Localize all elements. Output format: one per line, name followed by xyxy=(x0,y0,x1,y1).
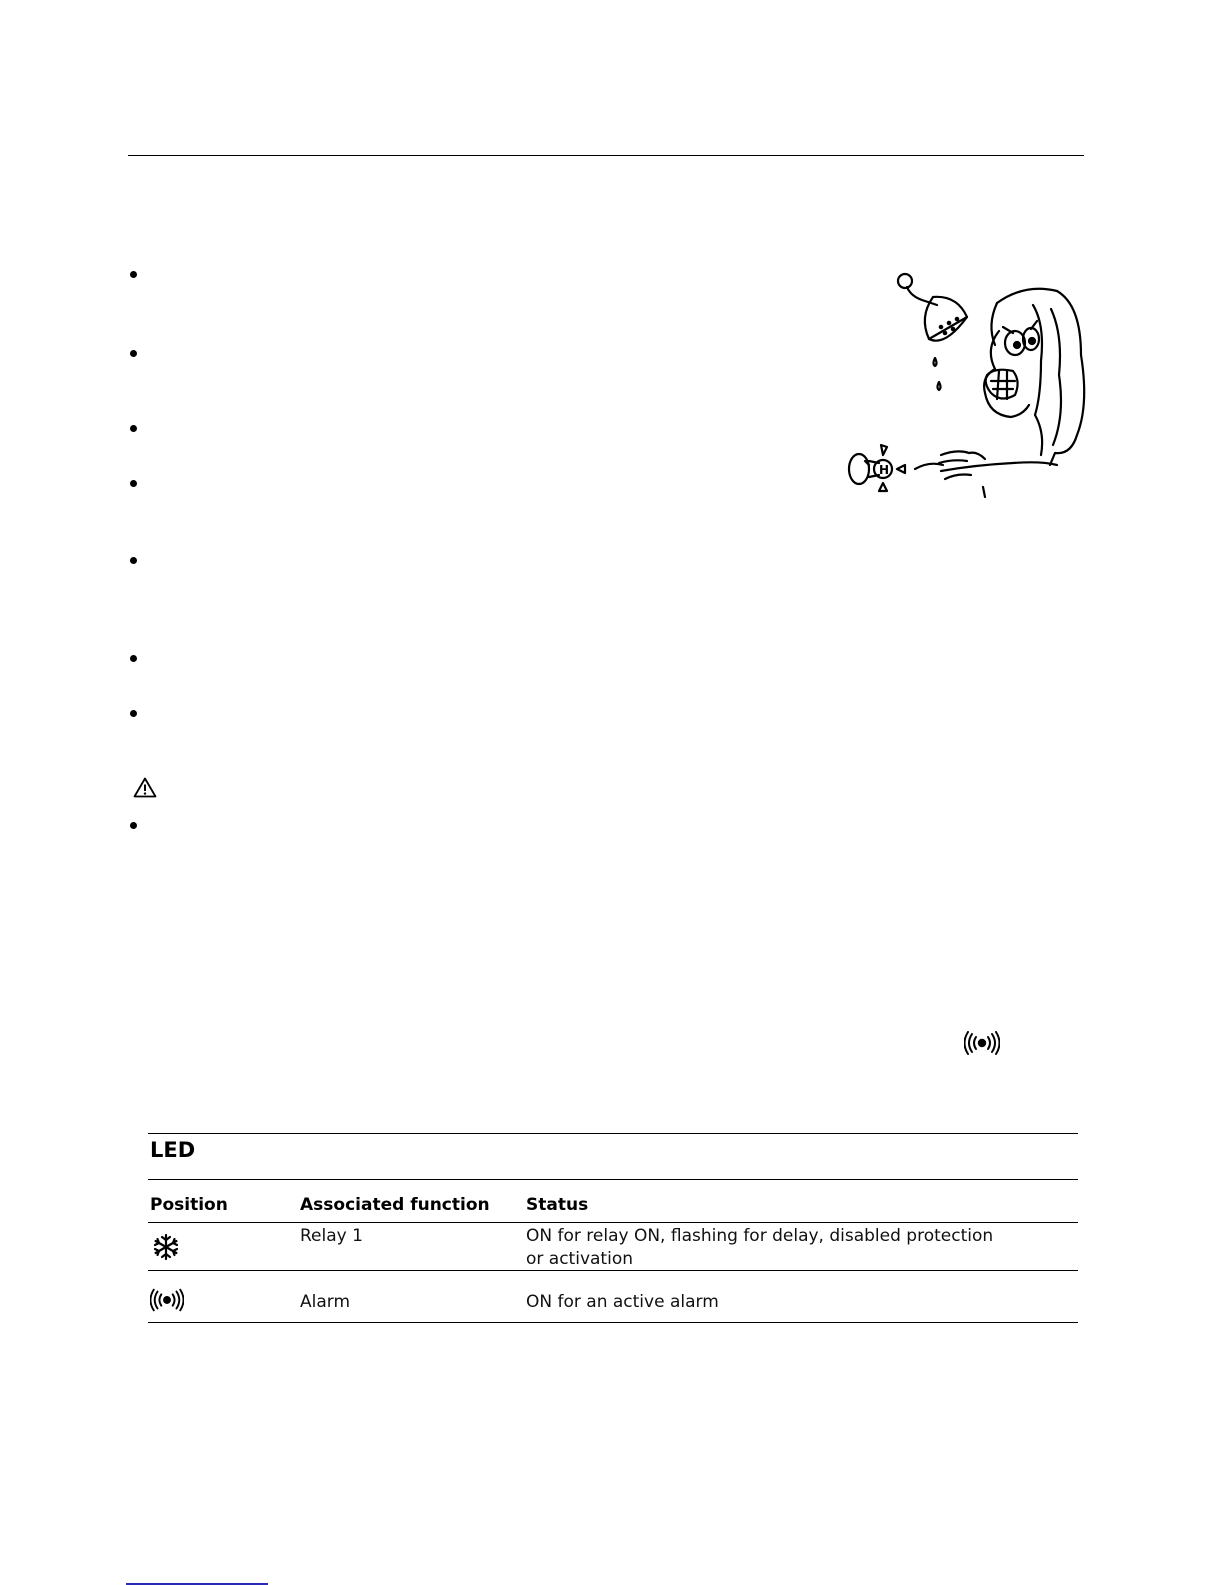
column-header-function: Associated function xyxy=(300,1195,490,1215)
table-title: LED xyxy=(150,1138,196,1162)
list-bullet xyxy=(130,557,137,564)
table-rule xyxy=(148,1179,1078,1180)
row-function: Alarm xyxy=(300,1292,351,1312)
table-rule-bottom xyxy=(148,1322,1078,1323)
table-rule xyxy=(148,1222,1078,1223)
alarm-icon xyxy=(150,1288,184,1312)
row-status: ON for relay ON, flashing for delay, disabled protection xyxy=(526,1226,994,1246)
list-bullet xyxy=(130,822,137,829)
list-bullet xyxy=(130,425,137,432)
row-function: Relay 1 xyxy=(300,1226,363,1246)
warning-triangle-icon xyxy=(133,777,157,798)
row-status-continued: or activation xyxy=(526,1249,633,1269)
shower-illustration xyxy=(845,265,1095,505)
list-bullet xyxy=(130,271,137,278)
snowflake-icon xyxy=(152,1233,180,1261)
header-rule xyxy=(128,155,1084,156)
table-rule-top xyxy=(148,1133,1078,1134)
list-bullet xyxy=(130,710,137,717)
list-bullet xyxy=(130,480,137,487)
alarm-icon xyxy=(964,1031,1000,1055)
svg-text:H: H xyxy=(879,463,890,477)
column-header-status: Status xyxy=(526,1195,589,1215)
table-rule xyxy=(148,1270,1078,1271)
list-bullet xyxy=(130,655,137,662)
column-header-position: Position xyxy=(150,1195,228,1215)
row-status: ON for an active alarm xyxy=(526,1292,719,1312)
list-bullet xyxy=(130,350,137,357)
